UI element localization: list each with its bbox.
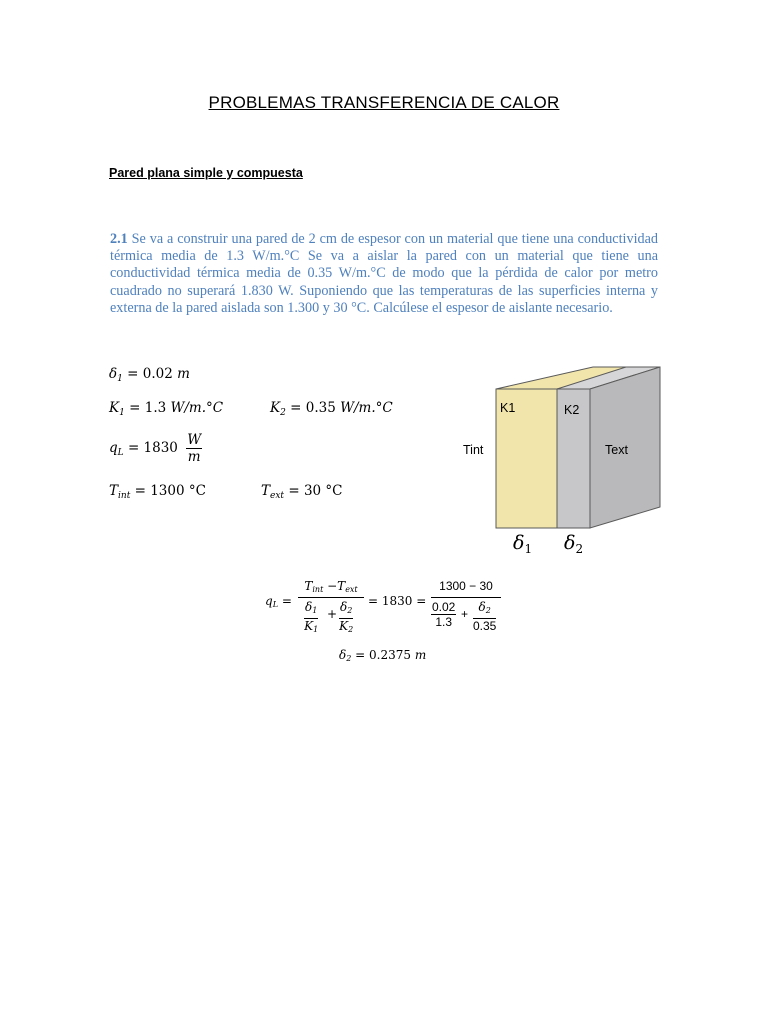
page-title: PROBLEMAS TRANSFERENCIA DE CALOR	[208, 93, 560, 112]
label-k2: K2	[564, 403, 580, 417]
heat-flow-equation: $q_L$ = $T_{int} -T_{ext}$ $\frac{\delta_1}{K_1}$ + $\frac{\delta_2}{K_2}$ = 1830 = 1300 − 30 $\frac{0.02}{1.3}$ + $\frac{\delta_2}{0.35}$	[265, 579, 545, 635]
given-text: $T_{ext} = 30$ °C	[261, 483, 343, 501]
given-k2: $K_2 = 0.35$ W/m.°C	[270, 400, 393, 418]
given-k1: $K_1 = 1.3$ W/m.°C	[109, 400, 224, 418]
label-tint: Tint	[463, 443, 484, 457]
label-k1: K1	[500, 401, 516, 415]
given-tint: $T_{int} = 1300$ °C	[109, 483, 206, 501]
problem-statement	[110, 231, 658, 317]
composite-wall-diagram	[460, 362, 670, 530]
given-delta1: $\delta_1 = 0.02$ m	[109, 366, 190, 384]
fraction-temperature-diff: $T_{int} -T_{ext}$ $\frac{\delta_1}{K_1}$ + $\frac{\delta_2}{K_2}$	[298, 579, 364, 634]
label-delta2: $\delta_2$	[564, 532, 584, 556]
problem-number: 2.1	[110, 231, 128, 247]
problem-text: Se va a construir una pared de 2 cm de espesor con un material que tiene una conductividad térmica media de 1.3 W/m.°C Se va a aislar la pared con un material que tiene una conductividad térmica media de 0.35 W/m.°C de modo que la pérdida de calor por metro cuadrado no superará 1.830 W. Suponiendo que las temperaturas de las superficies interna y externa de la pared aislada son 1.300 y 30 °C. Calcúlese el espesor de aislante necesario.	[110, 231, 659, 316]
result-delta2: $\delta_2 = 0.2375$ m	[339, 648, 427, 663]
label-text: Text	[605, 443, 628, 457]
label-delta1: $\delta_1$	[513, 532, 533, 556]
fraction-numeric: 1300 − 30 $\frac{0.02}{1.3}$ + $\frac{\delta_2}{0.35}$	[431, 579, 501, 634]
section-subtitle: Pared plana simple y compuesta	[109, 166, 303, 180]
given-ql: $q_L = 1830$ $\frac{W}{m}$	[109, 432, 202, 465]
